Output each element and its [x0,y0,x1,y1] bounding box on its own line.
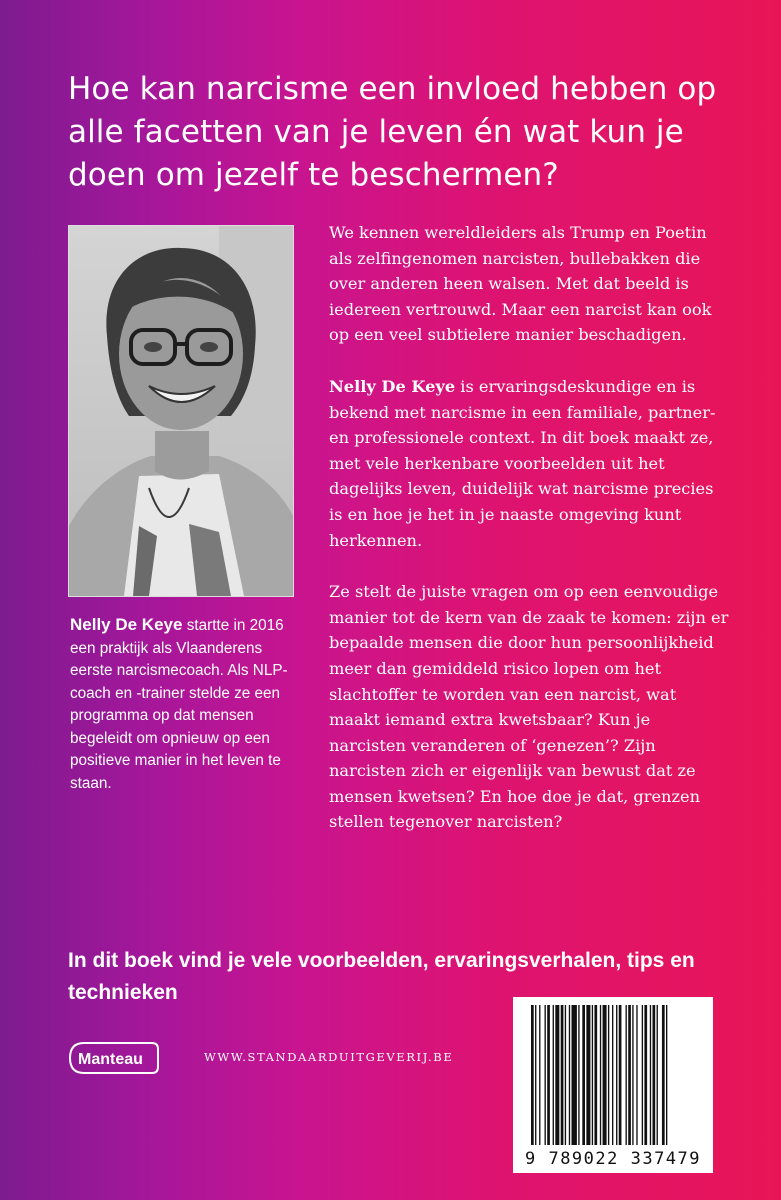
blurb-author-name: Nelly De Keye [329,376,456,396]
author-photo [68,225,294,597]
blurb-paragraph-2-text: is ervaringsdeskundige en is bekend met narcisme in een familiale, partner- en professionele context. In dit boek maakt ze, met vele herkenbare voorbeelden uit het dagelijks leven, duidelijk wat narcisme precies is en hoe je het in je naaste omgeving kunt herkennen. [329,376,716,550]
publisher-logo-text: Manteau [78,1051,143,1068]
isbn-number: 9 789022 337479 [524,1149,702,1169]
blurb-paragraph-2 [329,374,729,553]
blurb-paragraph-1: We kennen wereldleiders als Trump en Poetin als zelfingenomen narcisten, bullebakken die over anderen heen walsen. Met dat beeld is iedereen vertrouwd. Maar een narcist kan ook op een veel subtielere manier beschadigen. [329,223,712,345]
bottom-headline: In dit boek vind je vele voorbeelden, ervaringsverhalen, tips en technieken [68,949,695,1004]
isbn-barcode [513,997,713,1173]
blurb [329,220,729,861]
barcode-bars [513,997,713,1173]
author-bio-text: startte in 2016 een praktijk als Vlaanderens eerste narcismecoach. Als NLP-coach en -trainer stelde ze een programma op dat mensen begeleidt om opnieuw op een positieve manier in het leven te staan. [70,617,288,792]
author-bio-name: Nelly De Keye [70,615,183,634]
publisher-logo [68,1041,160,1075]
blurb-paragraph-3: Ze stelt de juiste vragen om op een eenvoudige manier tot de kern van de zaak te komen: zijn er bepaalde mensen die door hun persoonlijkheid meer dan gemiddeld risico lopen om het slachtoffer te worden van een narcist, wat maakt iemand extra kwetsbaar? Kun je narcisten veranderen of ‘genezen’? Zijn narcisten zich er eigenlijk van bewust dat ze mensen kwetsen? En hoe doe je dat, grenzen stellen tegenover narcisten? [329,582,729,832]
publisher-website: WWW.STANDAARDUITGEVERIJ.BE [204,1050,454,1064]
back-cover-headline: Hoe kan narcisme een invloed hebben op alle facetten van je leven én wat kun je doen om jezelf te beschermen? [68,71,717,193]
author-bio [70,614,295,795]
